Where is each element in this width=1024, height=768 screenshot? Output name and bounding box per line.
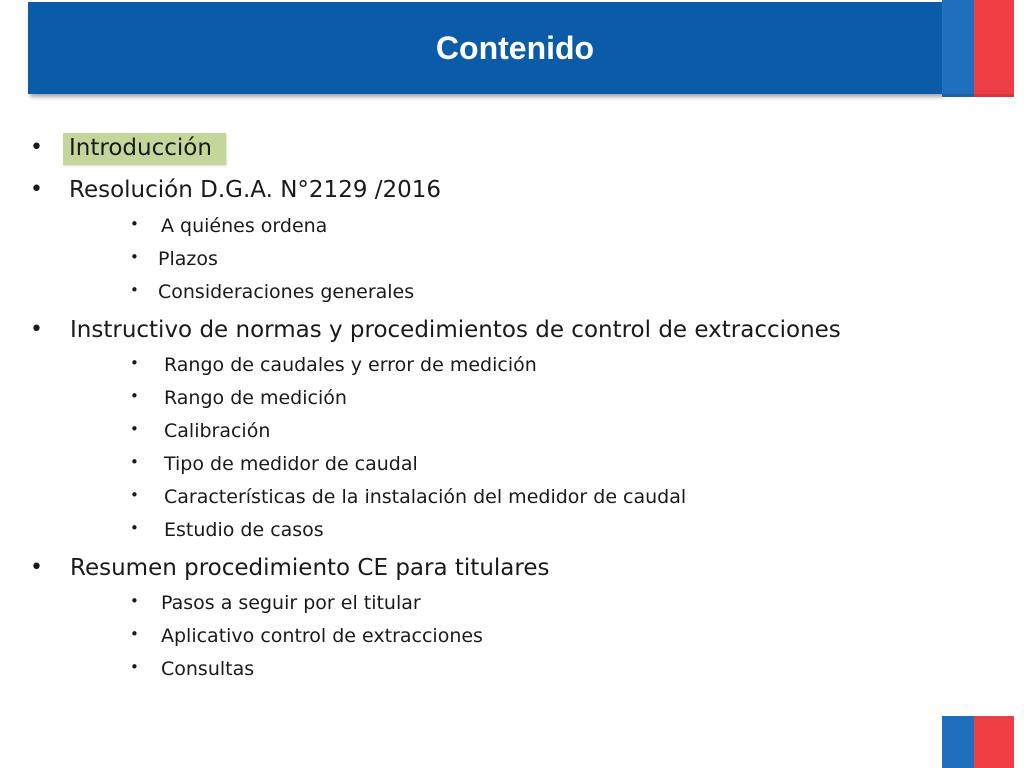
- bullet-icon: •: [130, 281, 139, 299]
- bullet-icon: •: [130, 215, 139, 233]
- bullet-icon: •: [130, 592, 139, 610]
- section-label-resolucion: Resolución D.G.A. N°2129 /2016: [69, 177, 442, 203]
- subitem-label: Estudio de casos: [164, 519, 324, 541]
- subitem-label: Calibración: [164, 420, 271, 442]
- subitem-label: Rango de caudales y error de medición: [164, 354, 537, 376]
- subitem-label: Aplicativo control de extracciones: [161, 625, 483, 647]
- section-label-introduccion: Introducción: [63, 133, 226, 165]
- bullet-icon: •: [30, 317, 43, 342]
- subitem-label: Pasos a seguir por el titular: [161, 592, 421, 614]
- subitem-label: A quiénes ordena: [161, 215, 328, 237]
- bullet-icon: •: [130, 354, 139, 372]
- section-label-resumen: Resumen procedimiento CE para titulares: [70, 555, 550, 581]
- bullet-icon: •: [130, 519, 139, 537]
- subitem-label: Rango de medición: [164, 387, 347, 409]
- subitem-label: Tipo de medidor de caudal: [164, 453, 418, 475]
- bullet-icon: •: [130, 658, 139, 676]
- bullet-icon: •: [130, 486, 139, 504]
- subitem-label: Características de la instalación del medidor de caudal: [164, 486, 687, 508]
- subitem-label: Consultas: [161, 658, 255, 680]
- bullet-icon: •: [130, 420, 139, 438]
- bullet-icon: •: [30, 177, 43, 202]
- subitem-label: Consideraciones generales: [158, 281, 415, 303]
- bullet-icon: •: [130, 248, 139, 266]
- bullet-icon: •: [30, 555, 43, 580]
- bullet-icon: •: [130, 625, 139, 643]
- subitem-label: Plazos: [158, 248, 218, 270]
- section-label-instructivo: Instructivo de normas y procedimientos de control de extracciones: [70, 317, 841, 343]
- bullet-icon: •: [30, 135, 43, 160]
- bullet-icon: •: [130, 453, 139, 471]
- slide-title: Contenido: [435, 30, 595, 66]
- bullet-icon: •: [130, 387, 139, 405]
